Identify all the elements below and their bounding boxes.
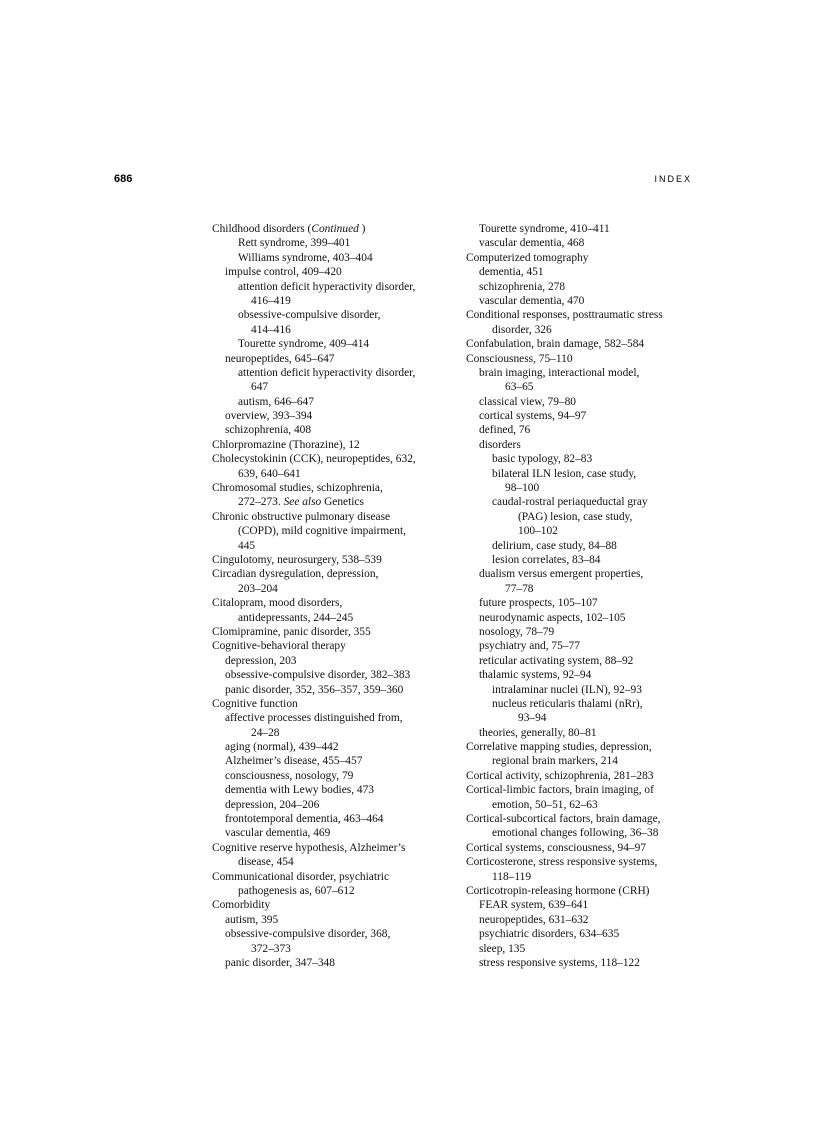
- entry-text: 639, 640–641: [238, 467, 301, 480]
- entry-text: neuropeptides, 645–647: [225, 352, 335, 365]
- index-subentry: [212, 611, 452, 625]
- index-subentry: [466, 726, 696, 740]
- entry-text: 272–273.: [238, 496, 284, 509]
- entry-text: 98–100: [505, 482, 540, 495]
- entry-text: depression, 204–206: [225, 798, 320, 811]
- entry-text: intralaminar nuclei (ILN), 92–93: [492, 683, 642, 696]
- page-number: 686: [114, 173, 133, 185]
- entry-text: depression, 203: [225, 654, 297, 667]
- entry-text: Conditional responses, posttraumatic stress: [466, 309, 663, 322]
- index-subentry: [212, 927, 452, 941]
- entry-text: panic disorder, 347–348: [225, 956, 335, 969]
- entry-text: overview, 393–394: [225, 410, 313, 423]
- index-subentry: [212, 855, 452, 869]
- index-subentry: [212, 942, 452, 956]
- entry-text: Cingulotomy, neurosurgery, 538–539: [212, 553, 382, 566]
- index-subentry: [466, 596, 696, 610]
- index-subentry: [212, 783, 452, 797]
- entry-text: Chromosomal studies, schizophrenia,: [212, 482, 383, 495]
- entry-text: Williams syndrome, 403–404: [238, 251, 373, 264]
- index-subentry: [212, 366, 452, 380]
- entry-text: Clomipramine, panic disorder, 355: [212, 625, 371, 638]
- entry-text: attention deficit hyperactivity disorder,: [238, 366, 416, 379]
- entry-text: dementia with Lewy bodies, 473: [225, 784, 374, 797]
- entry-text: impulse control, 409–420: [225, 266, 342, 279]
- entry-text: 445: [238, 539, 256, 552]
- entry-text: Tourette syndrome, 409–414: [238, 338, 370, 351]
- index-subentry: [212, 409, 452, 423]
- entry-text: panic disorder, 352, 356–357, 359–360: [225, 683, 404, 696]
- entry-text: 118–119: [492, 870, 532, 883]
- index-subentry: [466, 452, 696, 466]
- entry-text: 203–204: [238, 582, 278, 595]
- entry-text: psychiatry and, 75–77: [479, 640, 580, 653]
- index-subentry: [466, 553, 696, 567]
- entry-text: consciousness, nosology, 79: [225, 769, 354, 782]
- index-entry: [212, 567, 452, 581]
- index-subentry: [212, 294, 452, 308]
- index-entry: [212, 898, 452, 912]
- index-subentry: [212, 539, 452, 553]
- index-subentry: [212, 251, 452, 265]
- index-subentry: [212, 913, 452, 927]
- entry-text: Corticosterone, stress responsive systems,: [466, 856, 658, 869]
- index-subentry: [212, 826, 452, 840]
- entry-text: reticular activating system, 88–92: [479, 654, 634, 667]
- index-subentry: [212, 337, 452, 351]
- entry-text: Cognitive-behavioral therapy: [212, 640, 346, 653]
- index-subentry: [466, 913, 696, 927]
- entry-text: disease, 454: [238, 856, 294, 869]
- entry-text: schizophrenia, 408: [225, 424, 312, 437]
- index-subentry: [212, 726, 452, 740]
- index-entry: [466, 251, 696, 265]
- entry-text: Chlorpromazine (Thorazine), 12: [212, 438, 360, 451]
- entry-italic-text: See also: [283, 496, 322, 509]
- index-entry: [466, 812, 696, 826]
- index-column-left: [212, 222, 452, 970]
- index-subentry: [212, 467, 452, 481]
- index-subentry: [212, 654, 452, 668]
- index-subentry: [212, 395, 452, 409]
- entry-text: vascular dementia, 469: [225, 827, 331, 840]
- entry-text: delirium, case study, 84–88: [492, 539, 617, 552]
- index-column-right: [466, 222, 696, 970]
- entry-text: 63–65: [505, 381, 534, 394]
- entry-text: bilateral ILN lesion, case study,: [492, 467, 637, 480]
- index-entry: [212, 639, 452, 653]
- index-entry: [212, 553, 452, 567]
- entry-text: autism, 395: [225, 913, 279, 926]
- index-subentry: [466, 380, 696, 394]
- index-subentry: [466, 683, 696, 697]
- index-subentry: [466, 927, 696, 941]
- index-subentry: [212, 798, 452, 812]
- entry-text: dementia, 451: [479, 266, 544, 279]
- entry-italic-text: Continued: [311, 223, 359, 235]
- entry-text: attention deficit hyperactivity disorder,: [238, 280, 416, 293]
- entry-text: Confabulation, brain damage, 582–584: [466, 338, 645, 351]
- index-subentry: [466, 654, 696, 668]
- index-entry: [466, 352, 696, 366]
- index-entry: [466, 308, 696, 322]
- entry-text: disorders: [479, 438, 521, 451]
- entry-text: disorder, 326: [492, 323, 552, 336]
- entry-trailing-text: Genetics: [321, 496, 364, 509]
- entry-text: vascular dementia, 470: [479, 294, 585, 307]
- index-subentry: [466, 280, 696, 294]
- entry-text: Cholecystokinin (CCK), neuropeptides, 632,: [212, 453, 416, 466]
- index-entry: [466, 769, 696, 783]
- entry-text: Childhood disorders (: [212, 223, 312, 235]
- entry-text: Cortical systems, consciousness, 94–97: [466, 841, 647, 854]
- index-subentry: [212, 352, 452, 366]
- entry-text: Correlative mapping studies, depression,: [466, 741, 652, 754]
- index-entry: [212, 841, 452, 855]
- entry-text: emotion, 50–51, 62–63: [492, 798, 598, 811]
- entry-text: caudal-rostral periaqueductal gray: [492, 496, 648, 509]
- entry-text: 414–416: [251, 323, 291, 336]
- index-entry: [212, 697, 452, 711]
- entry-text: Cognitive function: [212, 697, 298, 710]
- entry-text: dualism versus emergent properties,: [479, 568, 644, 581]
- index-subentry: [466, 524, 696, 538]
- index-subentry: [466, 423, 696, 437]
- entry-text: (PAG) lesion, case study,: [518, 510, 633, 523]
- entry-text: Corticotropin-releasing hormone (CRH): [466, 884, 650, 897]
- index-subentry: [466, 956, 696, 970]
- index-subentry: [466, 711, 696, 725]
- index-subentry: [212, 280, 452, 294]
- index-subentry: [466, 481, 696, 495]
- index-subentry: [212, 582, 452, 596]
- index-subentry: [466, 438, 696, 452]
- index-subentry: [466, 798, 696, 812]
- index-subentry: [212, 495, 452, 509]
- entry-text: regional brain markers, 214: [492, 755, 618, 768]
- entry-text: psychiatric disorders, 634–635: [479, 928, 620, 941]
- entry-text: Communicational disorder, psychiatric: [212, 870, 390, 883]
- entry-text: obsessive-compulsive disorder,: [238, 309, 381, 322]
- index-subentry: [466, 582, 696, 596]
- running-head: INDEX: [654, 174, 692, 184]
- entry-text: aging (normal), 439–442: [225, 741, 339, 754]
- entry-text: Alzheimer’s disease, 455–457: [225, 755, 363, 768]
- index-subentry: [212, 683, 452, 697]
- index-subentry: [466, 942, 696, 956]
- entry-text: future prospects, 105–107: [479, 597, 598, 610]
- index-subentry: [466, 366, 696, 380]
- index-entry: [212, 510, 452, 524]
- entry-text: lesion correlates, 83–84: [492, 553, 601, 566]
- entry-text: schizophrenia, 278: [479, 280, 566, 293]
- entry-text: 93–94: [518, 712, 547, 725]
- entry-text: Cortical activity, schizophrenia, 281–283: [466, 769, 654, 782]
- entry-text: defined, 76: [479, 424, 531, 437]
- entry-trailing-text: ): [358, 223, 366, 235]
- entry-text: 416–419: [251, 294, 291, 307]
- index-subentry: [466, 510, 696, 524]
- entry-text: frontotemporal dementia, 463–464: [225, 813, 384, 826]
- entry-text: basic typology, 82–83: [492, 453, 593, 466]
- entry-text: brain imaging, interactional model,: [479, 366, 640, 379]
- index-subentry: [466, 409, 696, 423]
- index-subentry: [466, 539, 696, 553]
- index-subentry: [466, 870, 696, 884]
- index-entry: [212, 222, 452, 236]
- index-subentry: [212, 668, 452, 682]
- index-entry: [212, 596, 452, 610]
- entry-text: vascular dementia, 468: [479, 237, 585, 250]
- entry-text: (COPD), mild cognitive impairment,: [238, 525, 406, 538]
- index-subentry: [466, 567, 696, 581]
- entry-text: FEAR system, 639–641: [479, 899, 589, 912]
- index-subentry: [212, 711, 452, 725]
- index-subentry: [212, 308, 452, 322]
- entry-text: 100–102: [518, 525, 558, 538]
- entry-text: 24–28: [251, 726, 280, 739]
- index-subentry: [212, 769, 452, 783]
- index-subentry: [466, 898, 696, 912]
- index-subentry: [466, 265, 696, 279]
- index-entry: [466, 855, 696, 869]
- entry-text: sleep, 135: [479, 942, 526, 955]
- index-entry: [466, 884, 696, 898]
- entry-text: emotional changes following, 36–38: [492, 827, 659, 840]
- index-subentry: [466, 754, 696, 768]
- entry-text: 372–373: [251, 942, 291, 955]
- entry-text: obsessive-compulsive disorder, 368,: [225, 928, 391, 941]
- entry-text: neuropeptides, 631–632: [479, 913, 589, 926]
- index-subentry: [466, 395, 696, 409]
- entry-text: thalamic systems, 92–94: [479, 669, 592, 682]
- index-subentry: [466, 611, 696, 625]
- index-entry: [466, 740, 696, 754]
- entry-text: classical view, 79–80: [479, 395, 577, 408]
- entry-text: neurodynamic aspects, 102–105: [479, 611, 626, 624]
- entry-text: cortical systems, 94–97: [479, 410, 587, 423]
- entry-text: Cognitive reserve hypothesis, Alzheimer’s: [212, 841, 406, 854]
- entry-text: affective processes distinguished from,: [225, 712, 403, 725]
- index-subentry: [212, 812, 452, 826]
- index-subentry: [212, 323, 452, 337]
- index-subentry: [466, 668, 696, 682]
- index-subentry: [466, 294, 696, 308]
- entry-text: pathogenesis as, 607–612: [238, 884, 355, 897]
- index-subentry: [466, 639, 696, 653]
- index-subentry: [212, 884, 452, 898]
- index-subentry: [466, 236, 696, 250]
- index-subentry: [212, 423, 452, 437]
- entry-text: Circadian dysregulation, depression,: [212, 568, 379, 581]
- entry-text: Tourette syndrome, 410–411: [479, 223, 610, 235]
- index-subentry: [212, 740, 452, 754]
- index-subentry: [212, 380, 452, 394]
- index-entry: [212, 625, 452, 639]
- entry-text: Rett syndrome, 399–401: [238, 237, 351, 250]
- entry-text: antidepressants, 244–245: [238, 611, 354, 624]
- index-subentry: [466, 697, 696, 711]
- entry-text: nosology, 78–79: [479, 625, 555, 638]
- entry-text: 77–78: [505, 582, 534, 595]
- entry-text: stress responsive systems, 118–122: [479, 956, 640, 969]
- index-entry: [212, 481, 452, 495]
- entry-text: Chronic obstructive pulmonary disease: [212, 510, 391, 523]
- index-subentry: [212, 524, 452, 538]
- entry-text: nucleus reticularis thalami (nRr),: [492, 697, 643, 710]
- entry-text: Consciousness, 75–110: [466, 352, 573, 365]
- entry-text: 647: [251, 381, 269, 394]
- entry-text: Comorbidity: [212, 899, 271, 912]
- index-entry: [212, 452, 452, 466]
- index-entry: [212, 438, 452, 452]
- index-subentry: [466, 826, 696, 840]
- entry-text: Cortical-subcortical factors, brain damage,: [466, 813, 661, 826]
- index-subentry: [212, 754, 452, 768]
- index-subentry: [212, 236, 452, 250]
- index-subentry: [466, 495, 696, 509]
- entry-text: Computerized tomography: [466, 251, 589, 264]
- entry-text: theories, generally, 80–81: [479, 726, 597, 739]
- index-subentry: [466, 222, 696, 236]
- entry-text: autism, 646–647: [238, 395, 314, 408]
- index-subentry: [466, 625, 696, 639]
- index-entry: [212, 870, 452, 884]
- entry-text: obsessive-compulsive disorder, 382–383: [225, 669, 411, 682]
- index-subentry: [466, 467, 696, 481]
- index-subentry: [212, 265, 452, 279]
- index-subentry: [212, 956, 452, 970]
- entry-text: Citalopram, mood disorders,: [212, 597, 343, 610]
- index-entry: [466, 783, 696, 797]
- index-entry: [466, 841, 696, 855]
- index-subentry: [466, 323, 696, 337]
- entry-text: Cortical-limbic factors, brain imaging, of: [466, 784, 654, 797]
- index-entry: [466, 337, 696, 351]
